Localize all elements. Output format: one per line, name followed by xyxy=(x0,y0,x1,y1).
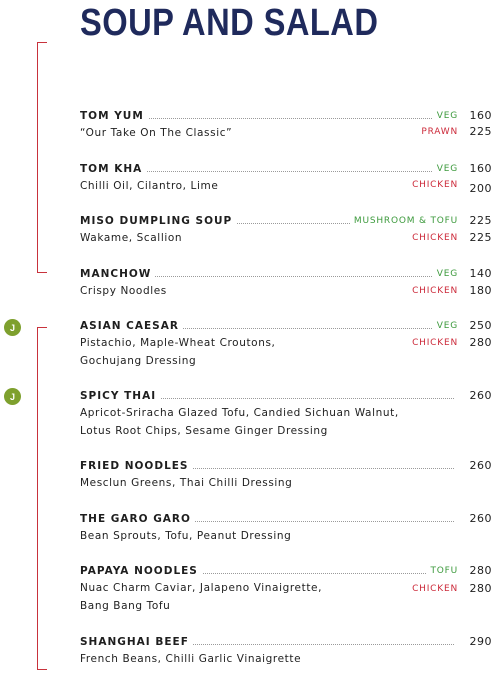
variant-row xyxy=(412,283,492,299)
item-description: Nuac Charm Caviar, Jalapeno Vinaigrette, xyxy=(80,582,323,594)
menu-item xyxy=(80,161,492,195)
item-description: Gochujang Dressing xyxy=(80,355,197,367)
variant-row xyxy=(412,335,492,351)
item-price: 200 xyxy=(469,182,492,195)
item-name: SPICY THAI xyxy=(80,388,160,404)
item-price: 160 xyxy=(469,109,492,122)
variant-label-nonveg: CHICKEN xyxy=(412,286,458,296)
variant-label-nonveg: CHICKEN xyxy=(412,233,458,243)
jain-badge-icon: J xyxy=(4,388,21,405)
menu-item xyxy=(80,563,492,615)
item-price: 250 xyxy=(469,319,492,332)
item-description: Pistachio, Maple-Wheat Croutons, xyxy=(80,337,276,349)
salad-section-bracket xyxy=(37,327,38,669)
variant-label-nonveg: CHICKEN xyxy=(412,180,458,190)
item-name: TOM YUM xyxy=(80,108,148,124)
item-description: “Our Take On The Classic” xyxy=(80,127,233,139)
variant-label-nonveg: PRAWN xyxy=(421,127,458,137)
variant-label-nonveg: CHICKEN xyxy=(412,584,458,594)
item-name: TOM KHA xyxy=(80,161,146,177)
item-name: FRIED NOODLES xyxy=(80,458,193,474)
item-price: 260 xyxy=(469,389,492,402)
bracket-tick xyxy=(37,42,47,43)
menu-item xyxy=(80,388,492,440)
item-price: 225 xyxy=(469,125,492,138)
variant-row xyxy=(421,124,492,140)
variant-row xyxy=(412,230,492,246)
item-description: Mesclun Greens, Thai Chilli Dressing xyxy=(80,477,293,489)
jain-badge-icon: J xyxy=(4,319,21,336)
item-price: 225 xyxy=(469,231,492,244)
item-name: MISO DUMPLING SOUP xyxy=(80,213,236,229)
item-price: 180 xyxy=(469,284,492,297)
item-description: Crispy Noodles xyxy=(80,285,167,297)
item-name: MANCHOW xyxy=(80,266,155,282)
item-name: ASIAN CAESAR xyxy=(80,318,183,334)
variant-label-nonveg: CHICKEN xyxy=(412,338,458,348)
variant-label-veg: VEG xyxy=(436,269,458,279)
item-price: 280 xyxy=(469,582,492,595)
page-title: SOUP AND SALAD xyxy=(80,2,379,44)
item-price: 260 xyxy=(469,459,492,472)
variant-label-veg: VEG xyxy=(436,164,458,174)
item-name: PAPAYA NOODLES xyxy=(80,563,202,579)
item-price: 225 xyxy=(469,214,492,227)
menu-item xyxy=(80,634,492,668)
item-price: 140 xyxy=(469,267,492,280)
variant-label-veg: VEG xyxy=(436,111,458,121)
item-description: Chilli Oil, Cilantro, Lime xyxy=(80,180,219,192)
item-description: Bang Bang Tofu xyxy=(80,600,171,612)
item-description: Apricot-Sriracha Glazed Tofu, Candied Sichuan Walnut, xyxy=(80,407,399,419)
item-price: 260 xyxy=(469,512,492,525)
item-price: 290 xyxy=(469,635,492,648)
menu-item xyxy=(80,511,492,545)
menu-item xyxy=(80,458,492,492)
bracket-tick xyxy=(37,272,47,273)
item-price: 280 xyxy=(469,336,492,349)
variant-label-veg: TOFU xyxy=(430,566,458,576)
item-price: 160 xyxy=(469,162,492,175)
item-price: 280 xyxy=(469,564,492,577)
menu-item xyxy=(80,318,492,370)
menu-item xyxy=(80,108,492,142)
item-description: French Beans, Chilli Garlic Vinaigrette xyxy=(80,653,302,665)
bracket-tick xyxy=(37,327,47,328)
item-name: SHANGHAI BEEF xyxy=(80,634,193,650)
menu-item xyxy=(80,213,492,247)
soup-section-bracket xyxy=(37,42,38,272)
item-description: Lotus Root Chips, Sesame Ginger Dressing xyxy=(80,425,328,437)
menu-item xyxy=(80,266,492,300)
item-description: Wakame, Scallion xyxy=(80,232,183,244)
item-name: THE GARO GARO xyxy=(80,511,195,527)
variant-label-veg: MUSHROOM & TOFU xyxy=(353,216,458,226)
item-description: Bean Sprouts, Tofu, Peanut Dressing xyxy=(80,530,292,542)
variant-label-veg: VEG xyxy=(436,321,458,331)
variant-row xyxy=(412,581,492,597)
bracket-tick xyxy=(37,669,47,670)
